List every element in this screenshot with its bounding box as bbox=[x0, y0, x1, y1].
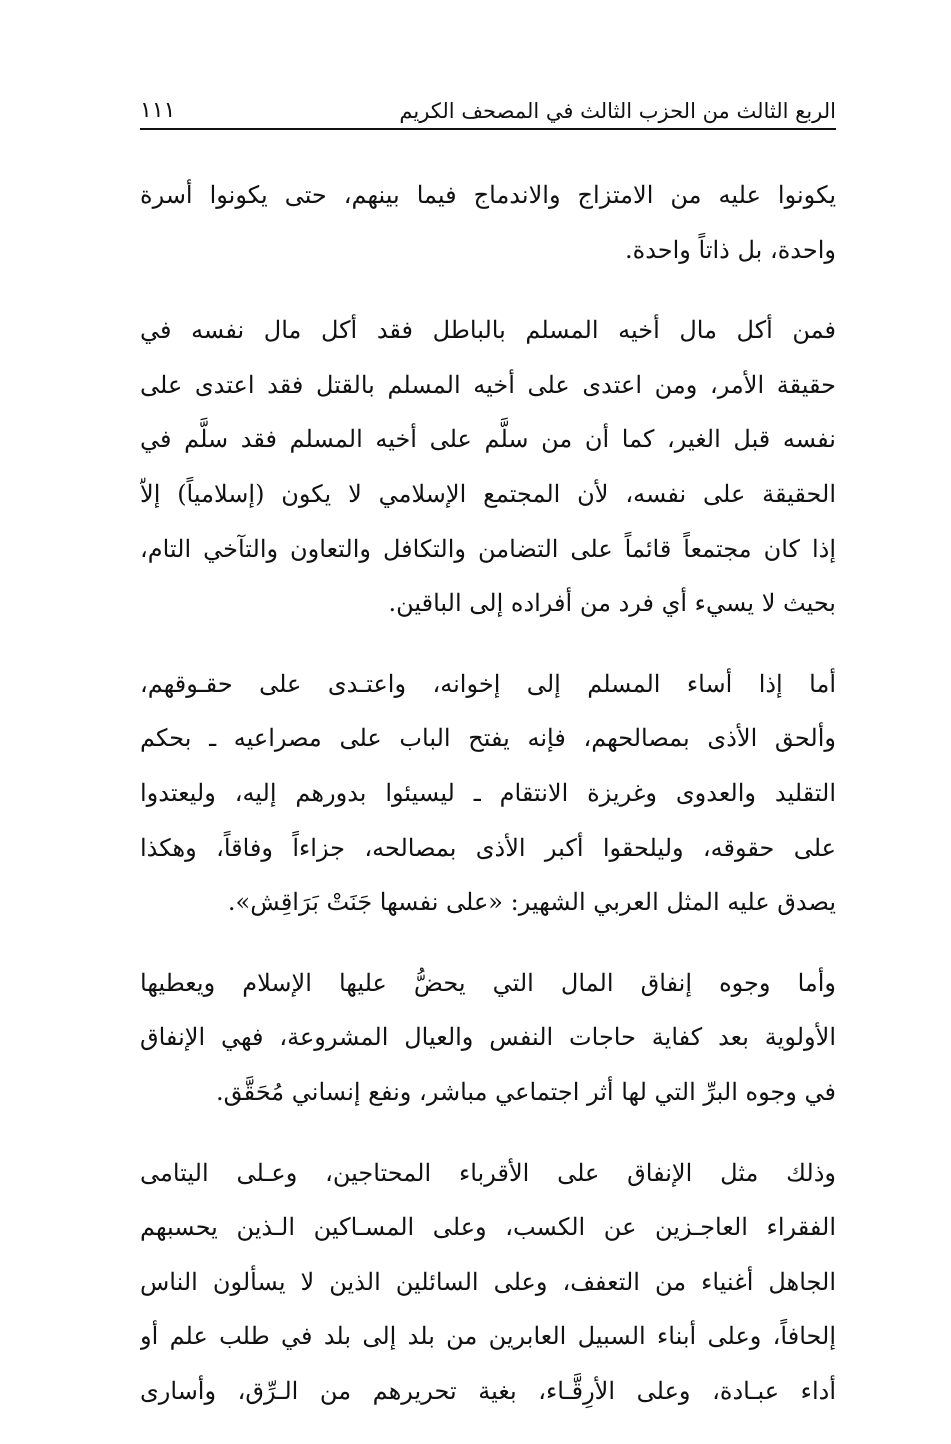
paragraph-2 bbox=[140, 303, 836, 631]
text-line: نفسه قبل الغير، كما أن من سلَّم على أخيه المسلم فقد سلَّم في bbox=[140, 425, 836, 454]
paragraph-1 bbox=[140, 168, 836, 277]
text-line: في وجوه البرِّ التي لها أثر اجتماعي مباشر، ونفع إنساني مُحَقَّق. bbox=[216, 1077, 836, 1106]
body-text bbox=[140, 168, 836, 1444]
text-line: الأولوية بعد كفاية حاجات النفس والعيال المشروعة، فهي الإنفاق bbox=[140, 1023, 836, 1052]
paragraph-4 bbox=[140, 956, 836, 1120]
text-line: يصدق عليه المثل العربي الشهير: «على نفسها جَنَتْ بَرَاقِش». bbox=[227, 888, 836, 917]
text-line: بحيث لا يسيء أي فرد من أفراده إلى الباقين. bbox=[388, 589, 836, 618]
text-line: وألحق الأذى بمصالحهم، فإنه يفتح الباب على مصراعيه ـ بحكم bbox=[140, 724, 836, 753]
text-line: فمن أكل مال أخيه المسلم بالباطل فقد أكل مال نفسه في bbox=[140, 316, 836, 345]
text-line: واحدة، بل ذاتاً واحدة. bbox=[625, 235, 836, 264]
text-line: أما إذا أساء المسلم إلى إخوانه، واعتـدى على حقـوقهم، bbox=[140, 669, 836, 698]
text-line: يكونوا عليه من الامتزاج والاندماج فيما بينهم، حتى يكونوا أسرة bbox=[140, 181, 836, 209]
paragraph-3 bbox=[140, 657, 836, 930]
page-number: ١١١ bbox=[140, 98, 176, 123]
running-header bbox=[140, 96, 836, 130]
text-line: الحقيقة على نفسه، لأن المجتمع الإسلامي لا يكون (إسلامياً) إلاّ bbox=[140, 479, 836, 508]
header-title: الربع الثالث من الحزب الثالث في المصحف الكريم bbox=[399, 99, 836, 123]
paragraph-5 bbox=[140, 1146, 836, 1419]
text-line: أداء عبـادة، وعلى الأرِقَّـاء، بغية تحريرهم من الـرِّق، وأسارى bbox=[140, 1376, 836, 1405]
text-line: الفقراء العاجـزين عن الكسب، وعلى المسـاكين الـذين يحسبهم bbox=[140, 1213, 836, 1242]
text-line: حقيقة الأمر، ومن اعتدى على أخيه المسلم بالقتل فقد اعتدى على bbox=[140, 370, 836, 399]
text-line: إلحافاً، وعلى أبناء السبيل العابرين من بلد إلى بلد في طلب علم أو bbox=[140, 1322, 836, 1351]
text-line: وذلك مثل الإنفاق على الأقرباء المحتاجين، وعـلى اليتامى bbox=[140, 1158, 836, 1187]
text-line: وأما وجوه إنفاق المال التي يحضُّ عليها الإسلام ويعطيها bbox=[140, 968, 836, 997]
text-line: التقليد والعدوى وغريزة الانتقام ـ ليسيئوا بدورهم إليه، وليعتدوا bbox=[140, 778, 836, 807]
text-line: إذا كان مجتمعاً قائماً على التضامن والتكافل والتعاون والتآخي التام، bbox=[140, 534, 836, 563]
text-line: الجاهل أغنياء من التعفف، وعلى السائلين الذين لا يسألون الناس bbox=[140, 1267, 836, 1296]
text-line: على حقوقه، وليلحقوا أكبر الأذى بمصالحه، جزاءاً وفاقاً، وهكذا bbox=[140, 833, 836, 862]
